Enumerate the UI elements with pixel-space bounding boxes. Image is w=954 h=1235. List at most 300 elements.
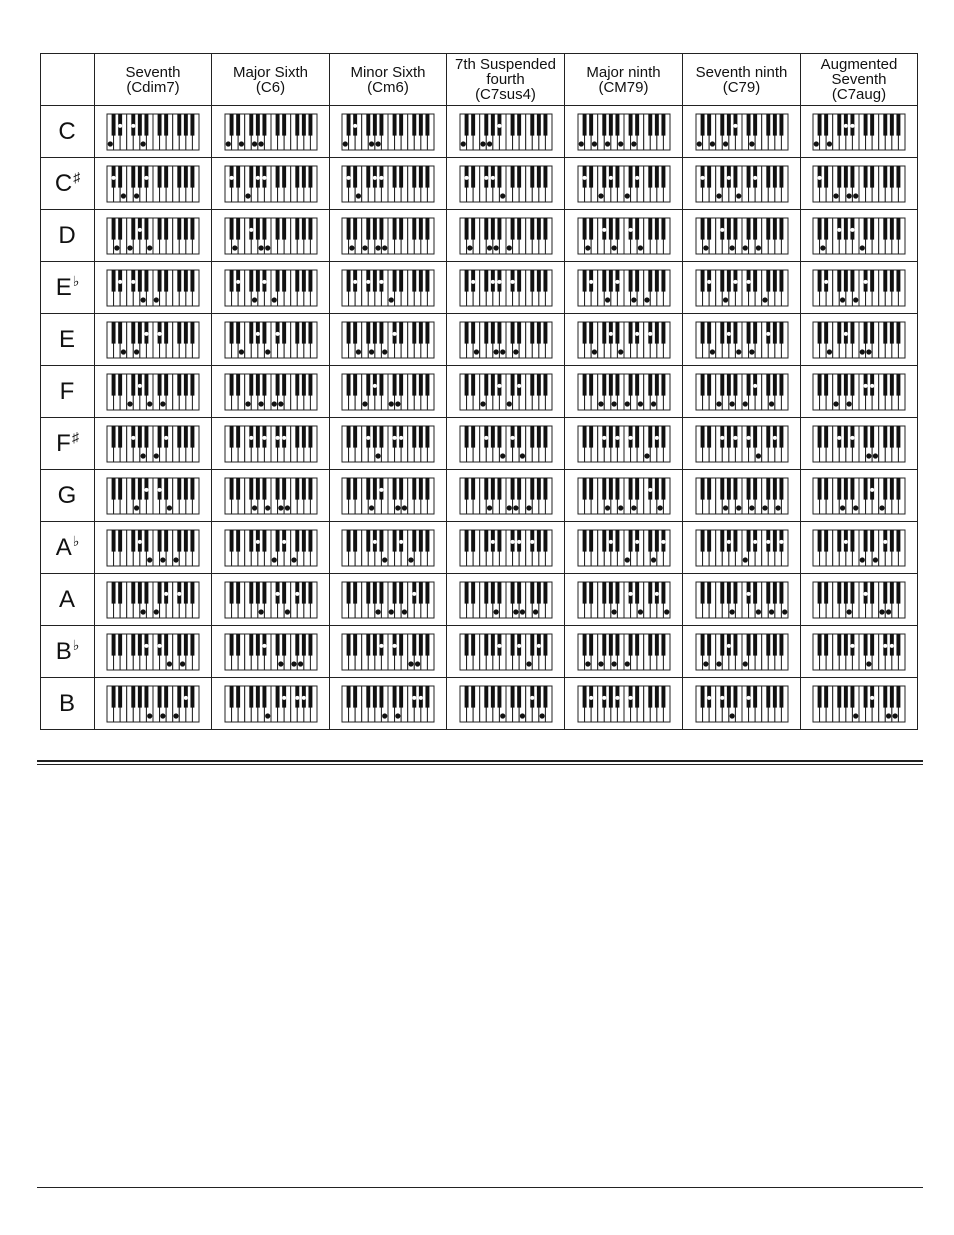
black-key: [393, 582, 397, 604]
keyboard-diagram: [106, 477, 200, 515]
black-key: [177, 634, 181, 656]
accidental: ♭: [72, 273, 80, 289]
black-key: [530, 322, 534, 344]
black-key: [883, 114, 887, 136]
black-key: [582, 634, 586, 656]
black-key: [164, 322, 168, 344]
black-key: [543, 582, 547, 604]
note-dot: [395, 505, 400, 510]
black-key: [648, 166, 652, 188]
black-key: [635, 114, 639, 136]
note-dot: [866, 453, 871, 458]
keyboard-diagram: [577, 685, 671, 723]
black-key: [112, 686, 116, 708]
note-dot: [526, 505, 531, 510]
note-dot: [167, 661, 172, 666]
note-dot: [291, 661, 296, 666]
black-key: [112, 478, 116, 500]
note-dot: [873, 453, 878, 458]
accidental: ♭: [72, 637, 80, 653]
black-key: [582, 270, 586, 292]
note-dot: [853, 713, 858, 718]
note-dot: [301, 695, 305, 699]
note-dot: [513, 505, 518, 510]
black-key: [543, 374, 547, 396]
black-key: [890, 686, 894, 708]
note-dot: [114, 245, 119, 250]
black-key: [484, 686, 488, 708]
black-key: [530, 582, 534, 604]
black-key: [112, 582, 116, 604]
black-key: [602, 530, 606, 552]
note-dot: [837, 227, 841, 231]
chord-cell: [565, 470, 683, 522]
keyboard-diagram: [341, 425, 435, 463]
note-dot: [369, 141, 374, 146]
note-dot: [395, 401, 400, 406]
note-dot: [893, 713, 898, 718]
black-key: [772, 530, 776, 552]
chord-cell: [683, 106, 801, 158]
chord-cell: [683, 210, 801, 262]
black-key: [490, 686, 494, 708]
black-key: [118, 166, 122, 188]
black-key: [837, 634, 841, 656]
black-key: [746, 530, 750, 552]
note-dot: [366, 279, 370, 283]
black-key: [615, 218, 619, 240]
chord-cell: [330, 522, 447, 574]
note-dot: [753, 539, 757, 543]
note-dot: [376, 609, 381, 614]
black-key: [543, 686, 547, 708]
note-dot: [282, 695, 286, 699]
chord-cell: [447, 418, 565, 470]
note-dot: [720, 695, 724, 699]
black-key: [373, 322, 377, 344]
black-key: [412, 530, 416, 552]
note-dot: [604, 297, 609, 302]
note-dot: [121, 193, 126, 198]
black-key: [510, 166, 514, 188]
black-key: [373, 218, 377, 240]
note-dot: [578, 141, 583, 146]
black-key: [490, 374, 494, 396]
black-key: [824, 530, 828, 552]
black-key: [373, 582, 377, 604]
black-key: [753, 478, 757, 500]
chord-cell: [683, 626, 801, 678]
black-key: [295, 270, 299, 292]
note-dot: [700, 175, 704, 179]
note-dot: [265, 713, 270, 718]
black-key: [177, 686, 181, 708]
note-dot: [480, 401, 485, 406]
black-key: [229, 634, 233, 656]
black-key: [144, 426, 148, 448]
keyboard-diagram: [106, 113, 200, 151]
black-key: [190, 582, 194, 604]
note-dot: [373, 539, 377, 543]
black-key: [543, 114, 547, 136]
black-key: [707, 530, 711, 552]
note-dot: [147, 401, 152, 406]
black-key: [255, 374, 259, 396]
black-key: [536, 582, 540, 604]
black-key: [484, 530, 488, 552]
black-key: [602, 634, 606, 656]
black-key: [753, 634, 757, 656]
black-key: [883, 218, 887, 240]
black-key: [177, 270, 181, 292]
chord-cell: [565, 678, 683, 730]
black-key: [883, 686, 887, 708]
note-dot: [733, 435, 737, 439]
black-key: [131, 374, 135, 396]
black-key: [837, 478, 841, 500]
chord-cell: [565, 418, 683, 470]
black-key: [707, 322, 711, 344]
note-dot: [879, 609, 884, 614]
note-dot: [883, 539, 887, 543]
note-dot: [131, 279, 135, 283]
note-dot: [519, 713, 524, 718]
chord-cell: [801, 678, 918, 730]
note-dot: [736, 193, 741, 198]
chord-cell: [95, 522, 212, 574]
black-key: [373, 634, 377, 656]
note-dot: [847, 193, 852, 198]
black-key: [399, 634, 403, 656]
note-dot: [824, 279, 828, 283]
black-key: [190, 270, 194, 292]
keyboard-diagram: [341, 685, 435, 723]
note-dot: [696, 141, 701, 146]
black-key: [177, 530, 181, 552]
note-dot: [147, 713, 152, 718]
note-dot: [755, 453, 760, 458]
black-key: [164, 166, 168, 188]
black-key: [118, 686, 122, 708]
note-dot: [850, 435, 854, 439]
note-dot: [729, 609, 734, 614]
chord-cell: [683, 158, 801, 210]
black-key: [766, 166, 770, 188]
black-key: [308, 322, 312, 344]
note-dot: [258, 245, 263, 250]
chord-row: [41, 678, 918, 730]
chord-cell: [95, 626, 212, 678]
black-key: [158, 166, 162, 188]
note-dot: [709, 141, 714, 146]
note-dot: [251, 297, 256, 302]
black-key: [654, 114, 658, 136]
black-key: [720, 374, 724, 396]
black-key: [896, 582, 900, 604]
black-key: [536, 426, 540, 448]
black-key: [471, 686, 475, 708]
note-dot: [412, 695, 416, 699]
black-key: [602, 166, 606, 188]
black-key: [707, 166, 711, 188]
keyboard-diagram: [695, 269, 789, 307]
black-key: [530, 478, 534, 500]
chord-cell: [447, 574, 565, 626]
note-dot: [598, 401, 603, 406]
black-key: [707, 218, 711, 240]
keyboard-diagram: [341, 373, 435, 411]
keyboard-diagram: [459, 165, 553, 203]
keyboard-diagram: [459, 685, 553, 723]
black-key: [844, 374, 848, 396]
black-key: [543, 218, 547, 240]
note-dot: [118, 123, 122, 127]
note-dot: [644, 453, 649, 458]
black-key: [720, 114, 724, 136]
chord-cell: [212, 418, 330, 470]
chord-cell: [801, 158, 918, 210]
black-key: [301, 634, 305, 656]
black-key: [890, 114, 894, 136]
note-dot: [393, 643, 397, 647]
root-note-label: [41, 522, 95, 574]
black-key: [144, 374, 148, 396]
footer-rule: [37, 1187, 923, 1188]
black-key: [615, 374, 619, 396]
black-key: [766, 270, 770, 292]
note-dot: [265, 245, 270, 250]
black-key: [353, 686, 357, 708]
black-key: [896, 114, 900, 136]
black-key: [282, 478, 286, 500]
chord-cell: [447, 106, 565, 158]
black-key: [844, 686, 848, 708]
black-key: [517, 426, 521, 448]
note-dot: [536, 643, 540, 647]
black-key: [517, 478, 521, 500]
keyboard-diagram: [695, 425, 789, 463]
note-dot: [262, 279, 266, 283]
black-key: [648, 270, 652, 292]
chord-cell: [565, 262, 683, 314]
black-key: [602, 322, 606, 344]
black-key: [700, 114, 704, 136]
note-dot: [526, 661, 531, 666]
black-key: [353, 374, 357, 396]
black-key: [419, 478, 423, 500]
note-dot: [726, 331, 730, 335]
black-key: [399, 218, 403, 240]
black-key: [399, 270, 403, 292]
root-note-label: [41, 678, 95, 730]
black-key: [837, 322, 841, 344]
note-dot: [722, 297, 727, 302]
black-key: [635, 270, 639, 292]
black-key: [236, 686, 240, 708]
note-dot: [510, 435, 514, 439]
chord-cell: [565, 158, 683, 210]
black-key: [772, 166, 776, 188]
note-dot: [258, 401, 263, 406]
chord-cell: [212, 210, 330, 262]
black-key: [700, 322, 704, 344]
black-key: [301, 374, 305, 396]
black-key: [837, 530, 841, 552]
chord-cell: [683, 262, 801, 314]
col-header: Major Sixth (C6): [212, 54, 330, 106]
black-key: [896, 166, 900, 188]
note-dot: [500, 713, 505, 718]
note-dot: [615, 279, 619, 283]
black-key: [490, 218, 494, 240]
note-dot: [850, 123, 854, 127]
note-dot: [833, 193, 838, 198]
black-key: [635, 374, 639, 396]
black-key: [484, 478, 488, 500]
black-key: [818, 374, 822, 396]
note-dot: [282, 435, 286, 439]
black-key: [295, 166, 299, 188]
black-key: [615, 114, 619, 136]
black-key: [236, 114, 240, 136]
black-key: [282, 218, 286, 240]
chord-cell: [801, 210, 918, 262]
black-key: [484, 270, 488, 292]
black-key: [262, 478, 266, 500]
note-dot: [255, 331, 259, 335]
note-dot: [408, 661, 413, 666]
black-key: [726, 426, 730, 448]
black-key: [824, 218, 828, 240]
black-key: [164, 114, 168, 136]
black-key: [517, 322, 521, 344]
note-dot: [716, 661, 721, 666]
keyboard-diagram: [341, 217, 435, 255]
note-dot: [376, 453, 381, 458]
black-key: [661, 166, 665, 188]
black-key: [184, 478, 188, 500]
keyboard-diagram: [695, 685, 789, 723]
black-key: [733, 530, 737, 552]
black-key: [661, 322, 665, 344]
note-dot: [399, 435, 403, 439]
black-key: [510, 634, 514, 656]
root-note: C: [58, 118, 76, 145]
black-key: [138, 322, 142, 344]
black-key: [471, 582, 475, 604]
chord-cell: [330, 366, 447, 418]
note-dot: [631, 141, 636, 146]
black-key: [530, 114, 534, 136]
black-key: [635, 478, 639, 500]
black-key: [373, 426, 377, 448]
black-key: [131, 582, 135, 604]
black-key: [399, 374, 403, 396]
black-key: [138, 478, 142, 500]
black-key: [112, 634, 116, 656]
black-key: [772, 634, 776, 656]
black-key: [589, 322, 593, 344]
black-key: [746, 114, 750, 136]
chord-cell: [801, 262, 918, 314]
note-dot: [382, 713, 387, 718]
black-key: [464, 582, 468, 604]
black-key: [184, 114, 188, 136]
black-key: [262, 686, 266, 708]
black-key: [720, 166, 724, 188]
black-key: [608, 478, 612, 500]
note-dot: [742, 401, 747, 406]
black-key: [890, 374, 894, 396]
black-key: [490, 426, 494, 448]
note-dot: [539, 713, 544, 718]
note-dot: [602, 695, 606, 699]
note-dot: [618, 505, 623, 510]
note-dot: [709, 349, 714, 354]
black-key: [536, 478, 540, 500]
black-key: [824, 426, 828, 448]
black-key: [530, 374, 534, 396]
black-key: [184, 634, 188, 656]
black-key: [184, 582, 188, 604]
chord-cell: [565, 522, 683, 574]
note-dot: [749, 505, 754, 510]
black-key: [177, 114, 181, 136]
black-key: [282, 166, 286, 188]
black-key: [864, 114, 868, 136]
black-key: [582, 114, 586, 136]
note-dot: [720, 227, 724, 231]
note-dot: [497, 123, 501, 127]
black-key: [844, 218, 848, 240]
note-dot: [513, 349, 518, 354]
note-dot: [506, 401, 511, 406]
note-dot: [860, 245, 865, 250]
black-key: [510, 114, 514, 136]
black-key: [602, 270, 606, 292]
black-key: [608, 634, 612, 656]
black-key: [615, 634, 619, 656]
black-key: [766, 374, 770, 396]
note-dot: [402, 609, 407, 614]
note-dot: [766, 331, 770, 335]
black-key: [497, 478, 501, 500]
black-key: [275, 114, 279, 136]
black-key: [510, 478, 514, 500]
divider-rule: [37, 764, 923, 765]
note-dot: [604, 141, 609, 146]
note-dot: [726, 539, 730, 543]
note-dot: [847, 609, 852, 614]
black-key: [229, 114, 233, 136]
black-key: [131, 218, 135, 240]
black-key: [236, 166, 240, 188]
note-dot: [251, 141, 256, 146]
note-dot: [722, 141, 727, 146]
note-dot: [249, 435, 253, 439]
keyboard-diagram: [812, 685, 906, 723]
black-key: [379, 582, 383, 604]
black-key: [753, 686, 757, 708]
black-key: [582, 582, 586, 604]
black-key: [837, 582, 841, 604]
note-dot: [766, 539, 770, 543]
black-key: [497, 582, 501, 604]
black-key: [158, 270, 162, 292]
black-key: [707, 634, 711, 656]
black-key: [236, 426, 240, 448]
black-key: [353, 478, 357, 500]
